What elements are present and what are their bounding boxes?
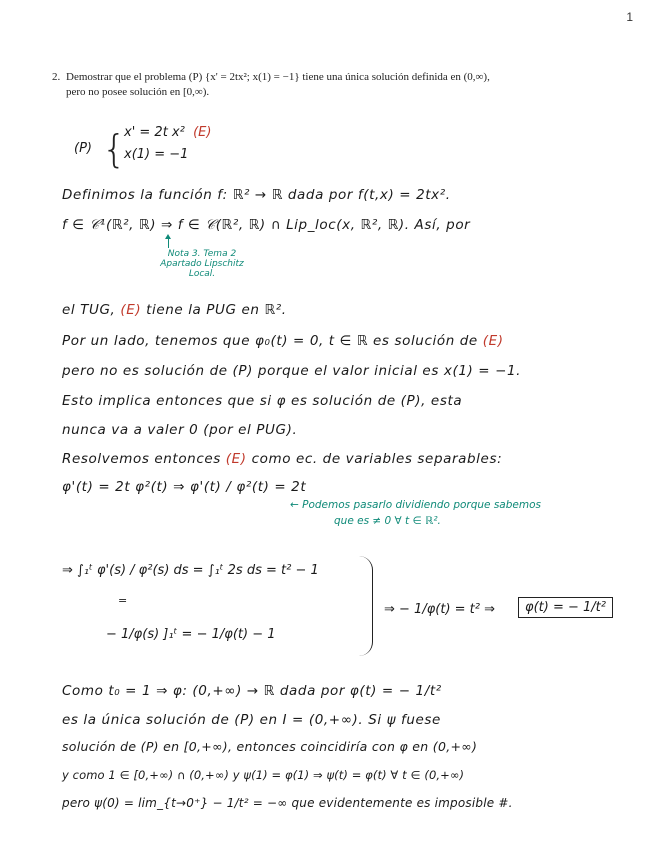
conclusion-line-3: solución de (P) en [0,+∞), entonces coincidiría con φ en (0,+∞)	[62, 739, 478, 754]
integral-result: ⇒ − 1/φ(t) = t² ⇒	[384, 602, 496, 617]
boxed-solution: φ(t) = − 1/t²	[518, 597, 613, 618]
trivial-tag-E: (E)	[482, 333, 504, 349]
note-arrow-icon	[168, 236, 169, 248]
line-implies: Esto implica entonces que si φ es solución de (P), esta	[62, 393, 463, 409]
separable-tag-E: (E)	[225, 451, 247, 467]
conclusion-line-5: pero ψ(0) = lim_{t→0⁺} − 1/t² = −∞ que evidentemente es imposible #.	[62, 796, 513, 810]
margin-note	[142, 249, 262, 279]
division-note-line-1: ← Podemos pasarlo dividiendo porque sabemos	[290, 499, 541, 511]
conclusion-line-4: y como 1 ∈ [0,+∞) ∩ (0,+∞) y ψ(1) = φ(1) ⇒ ψ(t) = φ(t) ∀ t ∈ (0,+∞)	[62, 768, 465, 782]
line-ode-divided: φ'(t) = 2t φ²(t) ⇒ φ'(t) / φ²(t) = 2t	[62, 479, 307, 495]
trivial-text: Por un lado, tenemos que φ₀(t) = 0, t ∈ ℝ es solución de	[62, 333, 483, 349]
equation-tag-E: (E)	[193, 125, 212, 140]
conclusion-line-2: es la única solución de (P) en I = (0,+∞). Si ψ fuese	[62, 712, 441, 728]
note-line-1: Nota 3. Tema 2	[167, 249, 237, 259]
integral-equation: ⇒ ∫₁ᵗ φ'(s) / φ²(s) ds = ∫₁ᵗ 2s ds = t² − 1	[62, 563, 319, 578]
separable-text-a: Resolvemos entonces	[62, 451, 226, 467]
page-number: 1	[626, 10, 633, 24]
system-eq1-text: x' = 2t x²	[124, 125, 185, 140]
line-separable	[62, 451, 502, 467]
system-label: (P)	[74, 141, 92, 156]
conclusion-line-1: Como t₀ = 1 ⇒ φ: (0,+∞) → ℝ dada por φ(t) = − 1/t²	[62, 683, 442, 699]
line-trivial-solution	[62, 333, 504, 349]
system-equation-1	[124, 125, 211, 140]
line-never-zero: nunca va a valer 0 (por el PUG).	[62, 422, 298, 438]
problem-number: 2.	[52, 71, 61, 83]
tug-text-b: tiene la PUG en ℝ².	[141, 302, 287, 318]
integral-lower-line: − 1/φ(s) ]₁ᵗ = − 1/φ(t) − 1	[106, 627, 276, 642]
tug-tag-E: (E)	[120, 302, 142, 318]
line-tug	[62, 302, 287, 318]
line-not-solution: pero no es solución de (P) porque el valor inicial es x(1) = −1.	[62, 363, 522, 379]
system-brace: {	[102, 127, 127, 171]
tug-text-a: el TUG,	[62, 302, 121, 318]
integral-equals-sign: =	[118, 594, 128, 607]
line-regularity: f ∈ 𝒞¹(ℝ², ℝ) ⇒ f ∈ 𝒞(ℝ², ℝ) ∩ Lip_loc(x, ℝ², ℝ). Así, por	[62, 217, 471, 233]
problem-line-2: pero no posee solución en [0,∞).	[66, 86, 210, 98]
separable-text-b: como ec. de variables separables:	[246, 451, 503, 467]
problem-statement	[52, 70, 612, 100]
line-define-function: Definimos la función f: ℝ² → ℝ dada por f(t,x) = 2tx².	[62, 187, 451, 203]
note-line-2: Apartado Lipschitz	[160, 259, 244, 269]
system-equation-2: x(1) = −1	[124, 147, 189, 162]
division-note	[290, 497, 541, 529]
division-note-line-2: que es ≠ 0 ∀ t ∈ ℝ².	[334, 515, 441, 527]
note-line-3: Local.	[188, 269, 216, 279]
right-brace	[358, 556, 373, 656]
problem-line-1: Demostrar que el problema (P) {x' = 2tx²; x(1) = −1} tiene una única solución definida en (0,∞),	[66, 71, 490, 83]
